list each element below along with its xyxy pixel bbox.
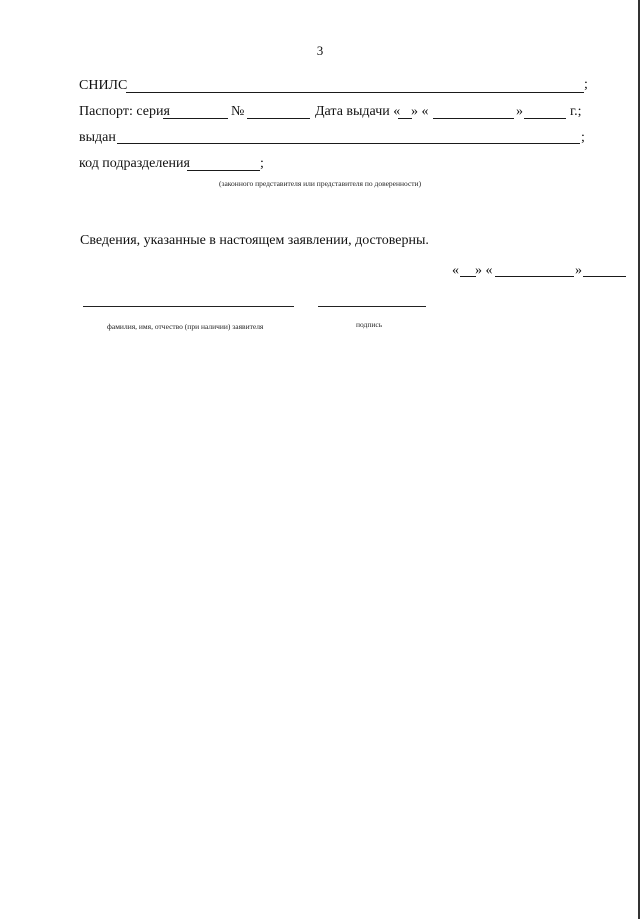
passport-series-field[interactable] (163, 118, 228, 119)
passport-month-field[interactable] (433, 118, 514, 119)
signature-line[interactable] (318, 306, 426, 307)
date-signed-year-field[interactable] (583, 276, 626, 277)
snils-field[interactable] (126, 92, 584, 93)
signature-caption: подпись (356, 320, 383, 329)
snils-end: ; (584, 77, 588, 92)
date-signed-day-field[interactable] (460, 276, 476, 277)
page-number: 3 (316, 43, 324, 58)
applicant-name-caption: фамилия, имя, отчество (при наличии) заявителя (107, 322, 264, 331)
date-signed-close: » (575, 263, 582, 278)
date-signed-open: « (452, 263, 459, 278)
statement-text: Сведения, указанные в настоящем заявлении, достоверны. (80, 233, 429, 248)
passport-number-field[interactable] (247, 118, 310, 119)
passport-date-mid: » « (411, 104, 429, 119)
date-signed-mid: » « (475, 263, 493, 278)
passport-year-field[interactable] (524, 118, 566, 119)
issued-by-field[interactable] (117, 143, 580, 144)
representative-caption: (законного представителя или представителя по доверенности) (219, 179, 422, 188)
applicant-name-line[interactable] (83, 306, 294, 307)
issued-by-end: ; (581, 130, 585, 145)
passport-series-label: Паспорт: серия (79, 104, 170, 119)
snils-label: СНИЛС (79, 78, 128, 93)
division-code-end: ; (260, 156, 264, 171)
passport-number-sign: № (231, 104, 245, 119)
passport-date-close: » (516, 104, 523, 119)
date-signed-month-field[interactable] (495, 276, 574, 277)
passport-year-suffix: г.; (570, 104, 582, 119)
issued-by-label: выдан (79, 130, 116, 145)
division-code-label: код подразделения (79, 156, 190, 171)
passport-day-field[interactable] (398, 118, 412, 119)
passport-date-label: Дата выдачи « (315, 104, 401, 119)
division-code-field[interactable] (187, 170, 260, 171)
